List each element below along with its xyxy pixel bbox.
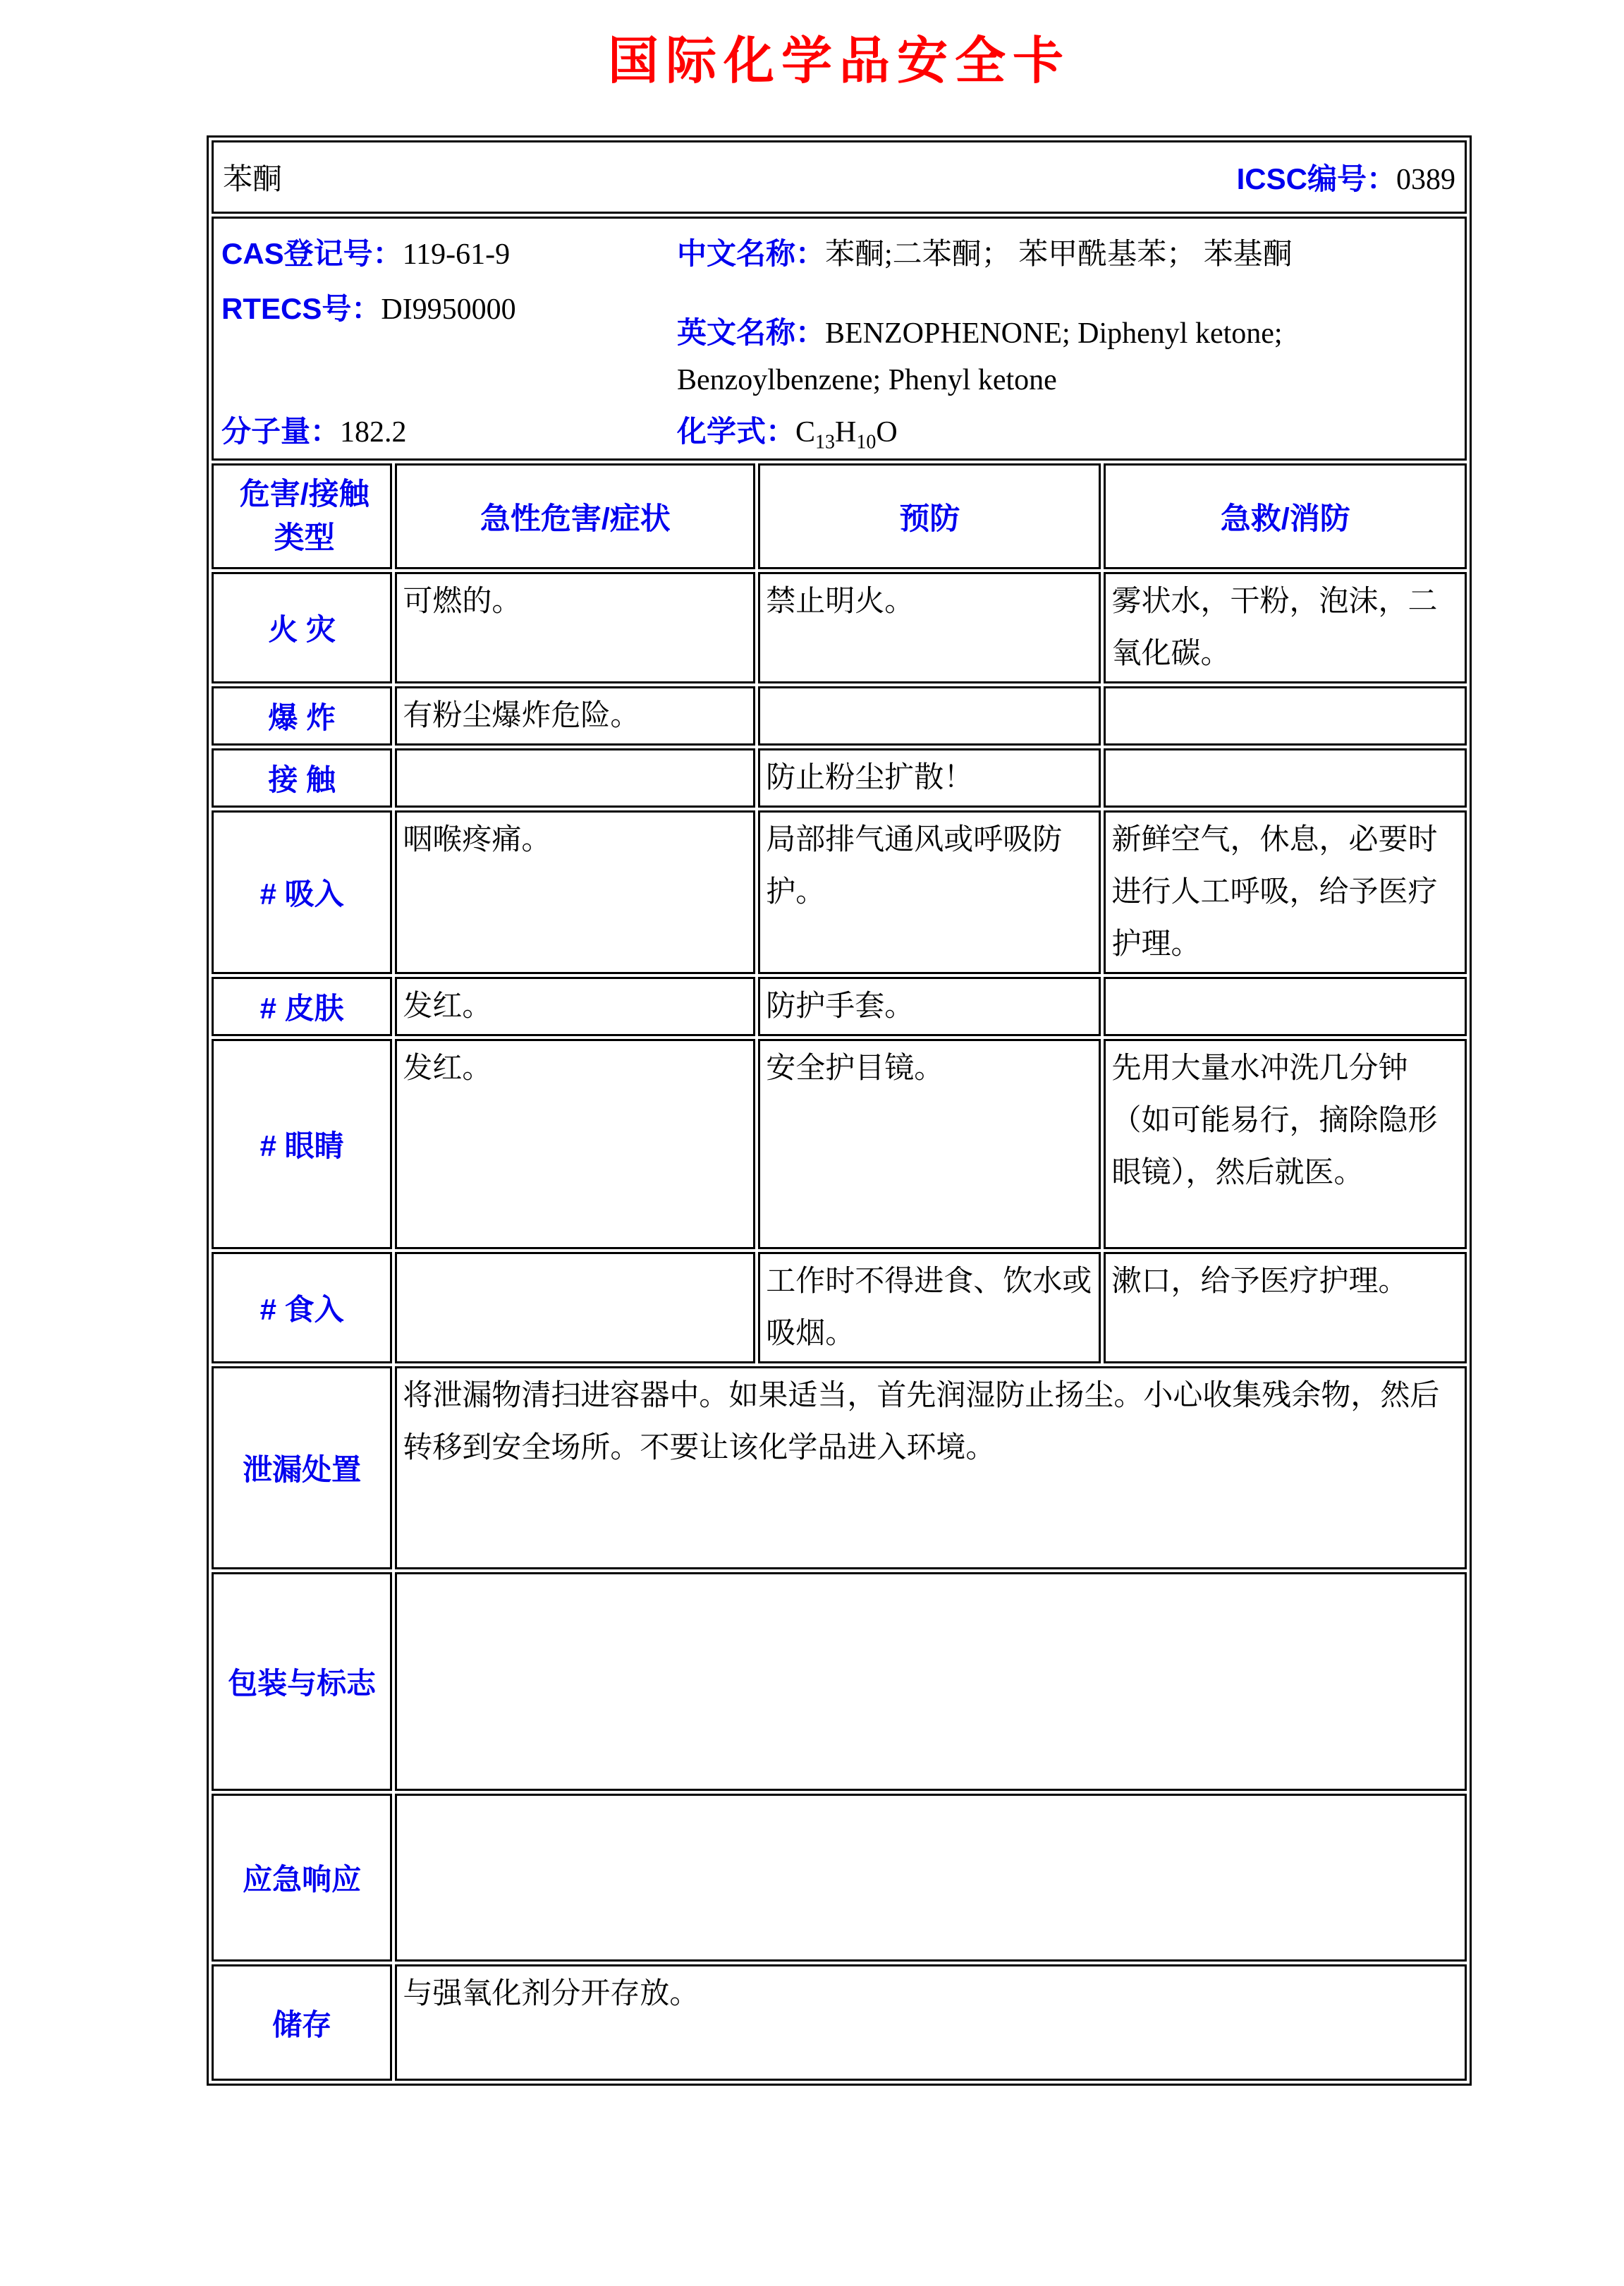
- formula-h: H: [835, 416, 857, 449]
- firstaid-cell: 雾状水，干粉，泡沫，二氧化碳。: [1104, 572, 1467, 683]
- hazard-type-label: 爆 炸: [212, 686, 392, 746]
- identity-cell: [212, 217, 1467, 461]
- card-title-row: [212, 140, 1467, 214]
- chinese-name-label: 中文名称：: [677, 237, 826, 270]
- molecular-weight-value: 182.2: [340, 416, 407, 449]
- symptoms-cell: [395, 1252, 755, 1363]
- prevention-header: 预防: [758, 463, 1101, 569]
- rtecs-number: [221, 286, 516, 328]
- hazard-row-eyes: [212, 1039, 1467, 1249]
- row-content-cell: [395, 1794, 1467, 1962]
- hazard-type-header-line1: 危害/接触: [239, 478, 370, 511]
- hazard-header-row: [212, 463, 1467, 569]
- prevention-cell: 防止粉尘扩散！: [758, 748, 1101, 808]
- hazard-type-header: [212, 463, 392, 569]
- cas-value: 119-61-9: [402, 238, 511, 271]
- firstaid-cell: 先用大量水冲洗几分钟（如可能易行，摘除隐形眼镜），然后就医。: [1104, 1039, 1467, 1249]
- chinese-name-value: 苯酮;二苯酮； 苯甲酰基苯； 苯基酮: [825, 238, 1293, 271]
- hazard-type-label: # 眼睛: [212, 1039, 392, 1249]
- row-content-cell: [395, 1572, 1467, 1791]
- firstaid-cell: [1104, 977, 1467, 1036]
- prevention-cell: 局部排气通风或呼吸防护。: [758, 810, 1101, 974]
- page-title: 国际化学品安全卡: [607, 33, 1070, 90]
- prevention-cell: 防护手套。: [758, 977, 1101, 1036]
- row-label-cell: 储存: [212, 1964, 392, 2081]
- safety-card-table: [207, 135, 1472, 2086]
- hazard-row-explosion: [212, 686, 1467, 746]
- symptoms-cell: 发红。: [395, 1039, 755, 1249]
- card-content: [207, 32, 1472, 2086]
- english-name: [677, 310, 1458, 403]
- row-label-cell: 应急响应: [212, 1794, 392, 1962]
- prevention-cell: 禁止明火。: [758, 572, 1101, 683]
- row-content-cell: 将泄漏物清扫进容器中。如果适当，首先润湿防止扬尘。小心收集残余物，然后转移到安全场所。不要让该化学品进入环境。: [395, 1366, 1467, 1569]
- prevention-cell: [758, 686, 1101, 746]
- symptoms-cell: 可燃的。: [395, 572, 755, 683]
- identity-row: [212, 217, 1467, 461]
- hazard-type-label: 接 触: [212, 748, 392, 808]
- symptoms-cell: 发红。: [395, 977, 755, 1036]
- hazard-row-fire: [212, 572, 1467, 683]
- english-name-value: BENZOPHENONE; Diphenyl ketone; Benzoylbenzene; Phenyl ketone: [677, 317, 1283, 396]
- symptoms-header: 急性危害/症状: [395, 463, 755, 569]
- prevention-cell: 安全护目镜。: [758, 1039, 1101, 1249]
- rtecs-value: DI9950000: [381, 293, 516, 326]
- hazard-type-label: # 皮肤: [212, 977, 392, 1036]
- formula-o: O: [876, 416, 898, 449]
- prevention-cell: 工作时不得进食、饮水或吸烟。: [758, 1252, 1101, 1363]
- symptoms-cell: [395, 748, 755, 808]
- firstaid-cell: 漱口，给予医疗护理。: [1104, 1252, 1467, 1363]
- hazard-row-inhalation: [212, 810, 1467, 974]
- icsc-number-label: ICSC编号：: [1236, 162, 1396, 195]
- formula-h-sub: 10: [856, 431, 877, 454]
- molecular-weight-label: 分子量：: [221, 415, 341, 448]
- english-name-label: 英文名称：: [677, 316, 826, 349]
- formula-c-sub: 13: [815, 431, 836, 454]
- molecular-weight: [221, 408, 407, 451]
- hazard-row-skin: [212, 977, 1467, 1036]
- row-label-cell: 泄漏处置: [212, 1366, 392, 1569]
- chemical-formula-value: [795, 416, 898, 454]
- row-content-cell: 与强氧化剂分开存放。: [395, 1964, 1467, 2081]
- hazard-type-label: 火 灾: [212, 572, 392, 683]
- chinese-name: [677, 231, 1293, 273]
- row-label-cell: 包装与标志: [212, 1572, 392, 1791]
- formula-c: C: [795, 416, 816, 449]
- chemical-formula-label: 化学式：: [677, 415, 796, 448]
- firstaid-header: 急救/消防: [1104, 463, 1467, 569]
- row-storage: [212, 1964, 1467, 2081]
- symptoms-cell: 有粉尘爆炸危险。: [395, 686, 755, 746]
- icsc-number: [1237, 156, 1455, 198]
- cas-number: [221, 231, 510, 273]
- hazard-type-label: # 食入: [212, 1252, 392, 1363]
- hazard-type-label: # 吸入: [212, 810, 392, 974]
- row-spill-disposal: [212, 1366, 1467, 1569]
- rtecs-label: RTECS号：: [221, 292, 381, 325]
- card-title-cell: [212, 140, 1467, 214]
- hazard-row-contact: [212, 748, 1467, 808]
- icsc-number-value: 0389: [1396, 164, 1455, 196]
- firstaid-cell: 新鲜空气，休息，必要时进行人工呼吸，给予医疗护理。: [1104, 810, 1467, 974]
- firstaid-cell: [1104, 686, 1467, 746]
- symptoms-cell: 咽喉疼痛。: [395, 810, 755, 974]
- substance-name: 苯酮: [223, 164, 283, 196]
- hazard-row-ingestion: [212, 1252, 1467, 1363]
- cas-label: CAS登记号：: [221, 237, 403, 270]
- chemical-formula: [677, 408, 898, 454]
- row-emergency-response: [212, 1794, 1467, 1962]
- row-packaging-labeling: [212, 1572, 1467, 1791]
- firstaid-cell: [1104, 748, 1467, 808]
- hazard-type-header-line2: 类型: [274, 521, 335, 555]
